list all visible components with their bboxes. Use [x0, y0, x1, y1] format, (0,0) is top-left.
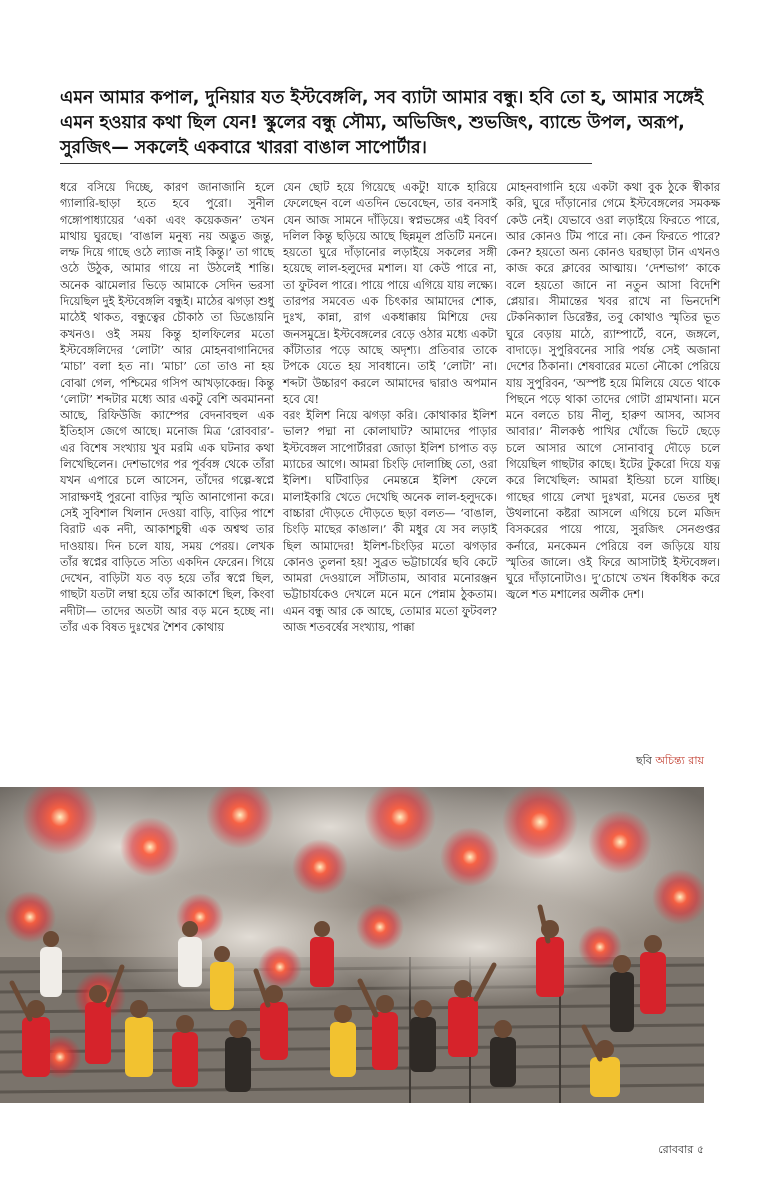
lead-paragraph: এমন আমার কপাল, দুনিয়ার যত ইস্টবেঙ্গলি, সব ব্যাটা আমার বন্ধু। হবি তো হ, আমার সঙ্গেই এমন হওয়ার কথা ছিল যেন! স্কুলের বন্ধু সৌম্য, অভিজিৎ, শুভজিৎ, ব্যান্ডে উপল, অরূপ, সুরজিৎ— সকলেই একবারে খাররা বাঙাল সাপোর্টার। [60, 88, 704, 158]
fans-flares-illustration [0, 787, 704, 1103]
body-column-1 [60, 180, 274, 636]
body-column-3 [506, 180, 720, 604]
column-3-text: মোহনবাগানি হয়ে একটা কথা বুক ঠুকে স্বীকার করি, ঘুরে দাঁড়ানোর গেমে ইস্টবেঙ্গলের সমকক্ষ কেউ নেই। যেভাবে ওরা লড়াইয়ে ফিরতে পারে, আর কোনও টিম পারে না। কেন ফিরতে পারে? কেন? হয়তো অন্য কোনও ঘরছাড়া টান এখনও কাজ করে ক্লাবের আত্মায়। ‘দেশভাগ’ কাকে বলে হয়তো জানে না নতুন আসা বিদেশি প্লেয়ার। সীমান্তের খবর রাখে না ভিনদেশি টেকনিক্যাল ডিরেক্টর, তবু কোথাও স্মৃতির ভূত ঘুরে বেড়ায় মাঠে, র‍্যাম্পার্টে, বনে, জঙ্গলে, বাদাড়ে। সুপুরিবনের সারি পর্যন্ত সেই অজানা দেশের ঠিকানা। শেষবারের মতো নৌকো পেরিয়ে যায় সুপুরিবন, ‘অস্পষ্ট হয়ে মিলিয়ে যেতে থাকে পিছনে পড়ে থাকা তাদের গোটা গ্রামখানা। মনে মনে বলতে চায় নীলু, হারুণ আসব, আসব আবার।’ নীলকণ্ঠ পাখির খোঁজে ভিটে ছেড়ে চলে আসার আগে সোনাবাবু দৌড়ে চলে গিয়েছিল গাছটার কাছে। ইটের টুকরো দিয়ে যত্ন করে লিখেছিল: আমরা ইন্ডিয়া চলে যাচ্ছি। গাছের গায়ে লেখা দুঃখরা, মনের ভেতর দুধ উথলানো কষ্টরা আসলে এগিয়ে চলে মজিদ বিসকরের পায়ে পায়ে, সুরজিৎ সেনগুপ্তর কর্নারে, মনকেমন পেরিয়ে বল জড়িয়ে যায় স্মৃতির জালে। ওই ফিরে আসাটাই ইস্টবেঙ্গল। ঘুরে দাঁড়ানোটাও। দু’চোখে তখন ধিকধিক করে জ্বলে শত মশালের অলীক দেশ। [506, 181, 720, 602]
photo-credit-label: ছবি [635, 754, 652, 767]
photo-credit [636, 752, 704, 771]
column-2-text: যেন ছোট হয়ে গিয়েছে একটু! যাকে হারিয়ে ফেলেছেন বলে এতদিন ভেবেছেন, তার বনসাই যেন আজ সামনে দাঁড়িয়ে। স্বপ্নভঙ্গের এই বিবর্ণ দলিল কিন্তু ছড়িয়ে আছে ছিন্নমূল প্রতিটি মননে। হয়তো ঘুরে দাঁড়ানোর লড়াইয়ে সকলের সঙ্গী হয়েছে লাল-হলুদের মশাল। যা কেউ পারে না, তা ফুটবল পারে। পায়ে পায়ে এগিয়ে যায় লক্ষ্যে। তারপর সমবেত এক চিৎকার আমাদের শোক, দুঃখ, কান্না, রাগ একধাক্কায় মিশিয়ে দেয় জনসমুদ্রে। ইস্টবেঙ্গলের বেড়ে ওঠার মধ্যে একটা কাঁটাতার পড়ে আছে অদৃশ্য। প্রতিবার তাকে টপকে যেতে হয় সাবধানে। তাই ‘লোটা’ না। শব্দটা উচ্চারণ করলে আমাদের দ্বারাও অপমান হবে যে! বরং ইলিশ নিয়ে ঝগড়া করি। কোথাকার ইলিশ ভাল? পদ্মা না কোলাঘাট? আমাদের পাড়ার ইস্টবেঙ্গল সাপোর্টাররা জোড়া ইলিশ চাপাত বড় ম্যাচের আগে। আমরা চিংড়ি দোলাচ্ছি তো, ওরা ইলিশ। ঘটিবাড়ির নেমন্তন্নে ইলিশ ফেলে মালাইকারি খেতে দেখেছি অনেক লাল-হলুদকে। বাচ্চারা দৌড়তে দৌড়তে ছড়া বলত— ‘বাঙাল, চিংড়ি মাছের কাঙাল।’ কী মধুর যে সব লড়াই ছিল আমাদের! ইলিশ-চিংড়ির মতো ঝগড়ার কোনও তুলনা হয়! সুব্রত ভট্টাচার্যের ছবি কেটে আমরা দেওয়ালে সাঁটাতাম, আবার মনোরঞ্জন ভট্টাচার্যকেও দেখলে মনে মনে পেন্নাম ঠুকতাম। এমন বন্ধু আর কে আছে, তোমার মতো ফুটবল? আজ শতবর্ষের সংখ্যায়, পাক্কা [283, 181, 497, 635]
photographer-name: অচিন্ত্য রায় [655, 754, 704, 767]
page-folio: রোববার ৫ [658, 1143, 704, 1156]
column-1-text: ধরে বসিয়ে দিচ্ছে, কারণ জানাজানি হলে গ্যালারি-ছাড়া হতে হবে পুরো। সুনীল গঙ্গোপাধ্যায়ের ‘একা এবং কয়েকজন’ তখন মাথায় ঘুরছে। ‘বাঙাল মনুষ্য নয় অদ্ভুত জন্তু, লম্ফ দিয়ে গাছে ওঠে ল্যাজ নাই কিন্তু।’ তা গাছে ওঠে উঠুক, আমার গায়ে না উঠলেই শান্তি। অনেক ঝামেলার ভিড়ে আমাকে সেদিন ভরসা দিয়েছিল দুই ইস্টবেঙ্গলি বন্ধুই। মাঠের ঝগড়া শুধু মাঠেই থাকত, বন্ধুত্বের চৌকাঠ তা ডিঙোয়নি কখনও। ওই সময় কিন্তু হালফিলের মতো ইস্টবেঙ্গলিদের ‘লোটা’ আর মোহনবাগানিদের ‘মাচা’ বলা হত না। ‘মাচা’ তো তাও না হয় বোঝা গেল, পশ্চিমের গসিপ আখড়াকেন্দ্র। কিন্তু ‘লোটা’ শব্দটার মধ্যে আর একটু বেশি অবমাননা আছে, রিফিউজি ক্যাম্পের বেদনাবহুল এক ইতিহাস জেগে আছে। মনোজ মিত্র ‘রোববার’-এর বিশেষ সংখ্যায় খুব মরমি এক ঘটনার কথা লিখেছিলেন। দেশভাগের পর পূর্ববঙ্গ থেকে তাঁরা যখন এপারে চলে আসেন, তাঁদের গল্পে-স্বপ্নে সারাক্ষণই পুরনো বাড়ির স্মৃতি আনাগোনা করে। সেই সুবিশাল খিলান দেওয়া বাড়ি, বাড়ির পাশে বিরাট এক নদী, আকাশচুম্বী এক অশ্বত্থ তার দাওয়ায়। দিন চলে যায়, সময় পেরয়। লেখক তাঁর স্বপ্নের বাড়িতে সত্যি একদিন ফেরেন। গিয়ে দেখেন, বাড়িটা যত বড় হয়ে তাঁর স্বপ্নে ছিল, গাছটা যতটা লম্বা হয়ে তাঁর আকাশে ছিল, কিংবা নদীটা— তাদের অতটা আর বড় মনে হচ্ছে না। তাঁর এক বিষত দুঃখের শৈশব কোথায় [60, 181, 274, 635]
lead-divider [60, 163, 592, 164]
body-column-2 [283, 180, 497, 636]
fans-flares-photo [0, 787, 704, 1103]
